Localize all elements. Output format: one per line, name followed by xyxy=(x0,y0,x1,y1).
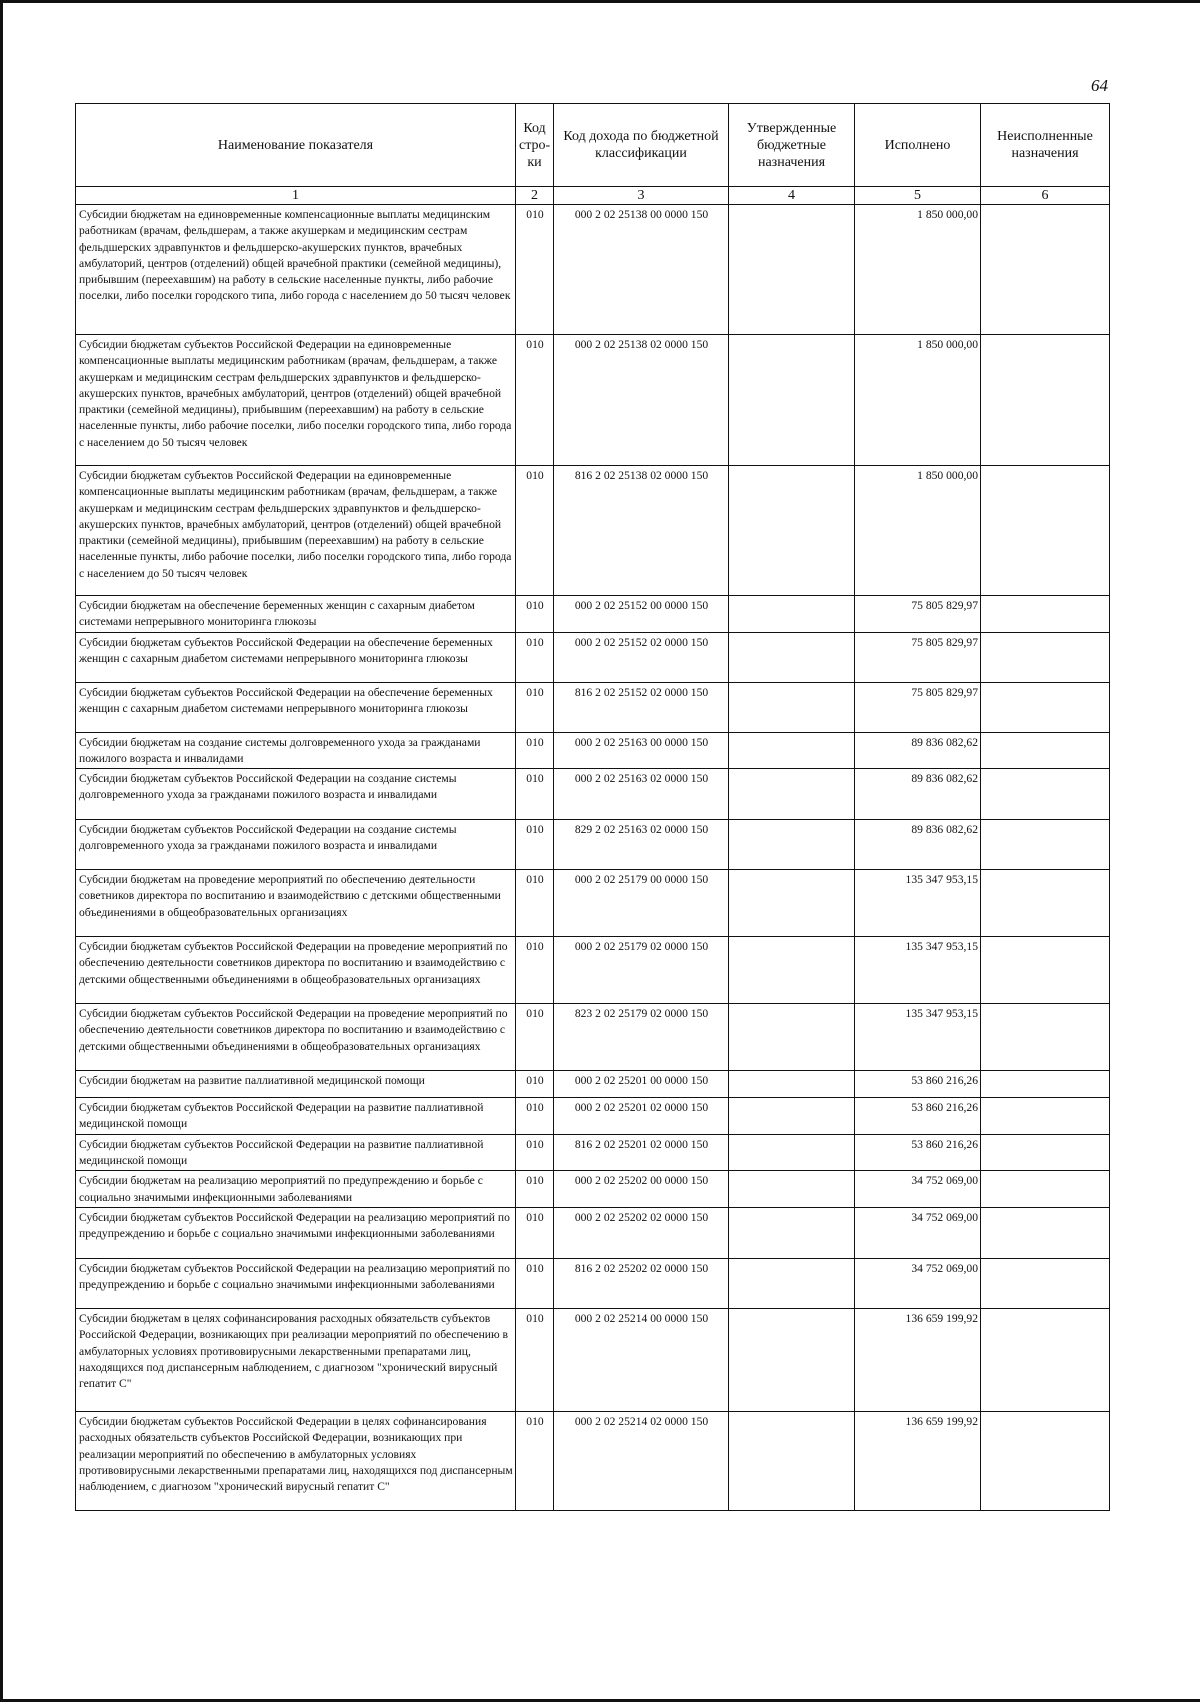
row-executed-amount: 34 752 069,00 xyxy=(855,1207,981,1258)
row-line-code: 010 xyxy=(516,1207,554,1258)
row-executed-amount: 75 805 829,97 xyxy=(855,596,981,633)
row-executed-amount: 34 752 069,00 xyxy=(855,1258,981,1308)
row-revenue-code: 823 2 02 25179 02 0000 150 xyxy=(554,1004,729,1071)
row-approved-amount xyxy=(729,820,855,870)
row-unexecuted-amount xyxy=(981,1207,1110,1258)
table-row xyxy=(76,1071,1110,1098)
row-revenue-code: 000 2 02 25163 00 0000 150 xyxy=(554,732,729,769)
row-revenue-code: 000 2 02 25152 00 0000 150 xyxy=(554,596,729,633)
table-row xyxy=(76,596,1110,633)
row-revenue-code: 000 2 02 25201 02 0000 150 xyxy=(554,1098,729,1135)
row-approved-amount xyxy=(729,1171,855,1208)
row-line-code: 010 xyxy=(516,1411,554,1510)
header-line-code: Код стро- ки xyxy=(516,104,554,187)
row-unexecuted-amount xyxy=(981,1071,1110,1098)
row-unexecuted-amount xyxy=(981,205,1110,335)
column-number: 1 xyxy=(76,187,516,205)
row-line-code: 010 xyxy=(516,870,554,937)
row-indicator-name: Субсидии бюджетам субъектов Российской Федерации на развитие паллиативной медицинской помощи xyxy=(76,1098,516,1135)
row-executed-amount: 89 836 082,62 xyxy=(855,820,981,870)
scan-border-left xyxy=(0,0,3,1702)
row-approved-amount xyxy=(729,632,855,682)
row-unexecuted-amount xyxy=(981,335,1110,466)
row-line-code: 010 xyxy=(516,732,554,769)
table-row xyxy=(76,732,1110,769)
table-row xyxy=(76,769,1110,820)
row-indicator-name: Субсидии бюджетам субъектов Российской Федерации на обеспечение беременных женщин с сахарным диабетом системами непрерывного мониторинга глюкозы xyxy=(76,632,516,682)
row-indicator-name: Субсидии бюджетам на проведение мероприятий по обеспечению деятельности советников директора по воспитанию и взаимодействию с детскими общественными объединениями в общеобразовательных организациях xyxy=(76,870,516,937)
row-executed-amount: 136 659 199,92 xyxy=(855,1411,981,1510)
row-unexecuted-amount xyxy=(981,820,1110,870)
row-revenue-code: 000 2 02 25201 00 0000 150 xyxy=(554,1071,729,1098)
row-line-code: 010 xyxy=(516,466,554,596)
row-line-code: 010 xyxy=(516,205,554,335)
row-unexecuted-amount xyxy=(981,1411,1110,1510)
page-number: 64 xyxy=(1091,76,1108,95)
row-executed-amount: 75 805 829,97 xyxy=(855,682,981,732)
row-line-code: 010 xyxy=(516,1004,554,1071)
scan-border-top xyxy=(0,0,1200,3)
row-line-code: 010 xyxy=(516,596,554,633)
row-approved-amount xyxy=(729,1134,855,1171)
row-unexecuted-amount xyxy=(981,596,1110,633)
row-indicator-name: Субсидии бюджетам субъектов Российской Федерации на реализацию мероприятий по предупреждению и борьбе с социально значимыми инфекционными заболеваниями xyxy=(76,1258,516,1308)
row-approved-amount xyxy=(729,769,855,820)
table-row xyxy=(76,682,1110,732)
row-indicator-name: Субсидии бюджетам субъектов Российской Федерации на единовременные компенсационные выплаты медицинским работникам (врачам, фельдшерам, а также акушеркам и медицинским сестрам фельдшерских здравпунктов и фельдшерско-акушерских пунктов, врачебных амбулаторий, центров (отделений) общей врачебной практики (семейной медицины), прибывшим (переехавшим) на работу в сельские населенные пункты, либо рабочие поселки, либо поселки городского типа, либо города с населением до 50 тысяч человек xyxy=(76,335,516,466)
column-number: 3 xyxy=(554,187,729,205)
row-executed-amount: 53 860 216,26 xyxy=(855,1071,981,1098)
row-executed-amount: 34 752 069,00 xyxy=(855,1171,981,1208)
row-unexecuted-amount xyxy=(981,870,1110,937)
header-approved: Утвержденные бюджетные назначения xyxy=(729,104,855,187)
column-number-row xyxy=(76,187,1110,205)
row-indicator-name: Субсидии бюджетам субъектов Российской Федерации на проведение мероприятий по обеспечению деятельности советников директора по воспитанию и взаимодействию с детскими общественными объединениями в общеобразовательных организациях xyxy=(76,937,516,1004)
budget-revenue-table xyxy=(75,103,1110,1511)
table-row xyxy=(76,1171,1110,1208)
table-row xyxy=(76,466,1110,596)
column-number: 6 xyxy=(981,187,1110,205)
row-indicator-name: Субсидии бюджетам на единовременные компенсационные выплаты медицинским работникам (врачам, фельдшерам, а также акушеркам и медицинским сестрам фельдшерских здравпунктов и фельдшерско-акушерских пунктов, врачебных амбулаторий, центров (отделений) общей врачебной практики (семейной медицины), прибывшим (переехавшим) на работу в сельские населенные пункты, либо рабочие поселки, либо поселки городского типа, либо города с населением до 50 тысяч человек xyxy=(76,205,516,335)
row-unexecuted-amount xyxy=(981,466,1110,596)
row-line-code: 010 xyxy=(516,820,554,870)
row-line-code: 010 xyxy=(516,632,554,682)
row-revenue-code: 816 2 02 25202 02 0000 150 xyxy=(554,1258,729,1308)
row-line-code: 010 xyxy=(516,937,554,1004)
row-revenue-code: 816 2 02 25201 02 0000 150 xyxy=(554,1134,729,1171)
row-unexecuted-amount xyxy=(981,1004,1110,1071)
row-indicator-name: Субсидии бюджетам субъектов Российской Федерации на обеспечение беременных женщин с сахарным диабетом системами непрерывного мониторинга глюкозы xyxy=(76,682,516,732)
table-row xyxy=(76,820,1110,870)
row-revenue-code: 000 2 02 25214 02 0000 150 xyxy=(554,1411,729,1510)
row-revenue-code: 816 2 02 25138 02 0000 150 xyxy=(554,466,729,596)
row-approved-amount xyxy=(729,870,855,937)
header-unexecuted: Неисполненные назначения xyxy=(981,104,1110,187)
table-row xyxy=(76,1411,1110,1510)
table-body xyxy=(76,205,1110,1511)
row-revenue-code: 000 2 02 25138 00 0000 150 xyxy=(554,205,729,335)
row-indicator-name: Субсидии бюджетам на развитие паллиативной медицинской помощи xyxy=(76,1071,516,1098)
row-approved-amount xyxy=(729,205,855,335)
row-indicator-name: Субсидии бюджетам субъектов Российской Федерации на реализацию мероприятий по предупреждению и борьбе с социально значимыми инфекционными заболеваниями xyxy=(76,1207,516,1258)
row-approved-amount xyxy=(729,1258,855,1308)
row-indicator-name: Субсидии бюджетам в целях софинансирования расходных обязательств субъектов Российской Федерации, возникающих при реализации мероприятий по обеспечению в амбулаторных условиях противовирусными лекарственными препаратами лиц, находящихся под диспансерным наблюдением, с диагнозом "хронический вирусный гепатит С" xyxy=(76,1308,516,1411)
row-approved-amount xyxy=(729,1071,855,1098)
row-indicator-name: Субсидии бюджетам субъектов Российской Федерации на проведение мероприятий по обеспечению деятельности советников директора по воспитанию и взаимодействию с детскими общественными объединениями в общеобразовательных организациях xyxy=(76,1004,516,1071)
row-line-code: 010 xyxy=(516,1171,554,1208)
row-revenue-code: 000 2 02 25138 02 0000 150 xyxy=(554,335,729,466)
row-revenue-code: 829 2 02 25163 02 0000 150 xyxy=(554,820,729,870)
row-approved-amount xyxy=(729,1411,855,1510)
column-number: 2 xyxy=(516,187,554,205)
row-executed-amount: 89 836 082,62 xyxy=(855,769,981,820)
row-line-code: 010 xyxy=(516,335,554,466)
row-executed-amount: 1 850 000,00 xyxy=(855,205,981,335)
row-indicator-name: Субсидии бюджетам субъектов Российской Федерации на создание системы долговременного ухода за гражданами пожилого возраста и инвалидами xyxy=(76,820,516,870)
row-line-code: 010 xyxy=(516,769,554,820)
row-executed-amount: 135 347 953,15 xyxy=(855,937,981,1004)
row-revenue-code: 816 2 02 25152 02 0000 150 xyxy=(554,682,729,732)
header-revenue-code: Код дохода по бюджетной классификации xyxy=(554,104,729,187)
row-unexecuted-amount xyxy=(981,732,1110,769)
row-indicator-name: Субсидии бюджетам на реализацию мероприятий по предупреждению и борьбе с социально значимыми инфекционными заболеваниями xyxy=(76,1171,516,1208)
row-indicator-name: Субсидии бюджетам на обеспечение беременных женщин с сахарным диабетом системами непрерывного мониторинга глюкозы xyxy=(76,596,516,633)
row-approved-amount xyxy=(729,1308,855,1411)
row-approved-amount xyxy=(729,937,855,1004)
row-unexecuted-amount xyxy=(981,769,1110,820)
row-indicator-name: Субсидии бюджетам субъектов Российской Федерации в целях софинансирования расходных обязательств субъектов Российской Федерации, возникающих при реализации мероприятий по обеспечению в амбулаторных условиях противовирусными лекарственными препаратами лиц, находящихся под диспансерным наблюдением, с диагнозом "хронический вирусный гепатит С" xyxy=(76,1411,516,1510)
row-unexecuted-amount xyxy=(981,1134,1110,1171)
row-revenue-code: 000 2 02 25179 02 0000 150 xyxy=(554,937,729,1004)
table-row xyxy=(76,937,1110,1004)
table-row xyxy=(76,1308,1110,1411)
table-row xyxy=(76,870,1110,937)
row-unexecuted-amount xyxy=(981,1098,1110,1135)
row-indicator-name: Субсидии бюджетам на создание системы долговременного ухода за гражданами пожилого возраста и инвалидами xyxy=(76,732,516,769)
header-executed: Исполнено xyxy=(855,104,981,187)
row-approved-amount xyxy=(729,1207,855,1258)
row-line-code: 010 xyxy=(516,1071,554,1098)
row-revenue-code: 000 2 02 25152 02 0000 150 xyxy=(554,632,729,682)
row-revenue-code: 000 2 02 25202 02 0000 150 xyxy=(554,1207,729,1258)
row-executed-amount: 1 850 000,00 xyxy=(855,335,981,466)
row-unexecuted-amount xyxy=(981,1258,1110,1308)
row-executed-amount: 1 850 000,00 xyxy=(855,466,981,596)
row-line-code: 010 xyxy=(516,1308,554,1411)
row-executed-amount: 136 659 199,92 xyxy=(855,1308,981,1411)
row-line-code: 010 xyxy=(516,1258,554,1308)
row-revenue-code: 000 2 02 25214 00 0000 150 xyxy=(554,1308,729,1411)
row-line-code: 010 xyxy=(516,1098,554,1135)
row-approved-amount xyxy=(729,682,855,732)
row-approved-amount xyxy=(729,1004,855,1071)
row-revenue-code: 000 2 02 25202 00 0000 150 xyxy=(554,1171,729,1208)
row-executed-amount: 135 347 953,15 xyxy=(855,870,981,937)
row-executed-amount: 135 347 953,15 xyxy=(855,1004,981,1071)
row-executed-amount: 75 805 829,97 xyxy=(855,632,981,682)
table-row xyxy=(76,205,1110,335)
row-executed-amount: 53 860 216,26 xyxy=(855,1134,981,1171)
row-unexecuted-amount xyxy=(981,632,1110,682)
row-approved-amount xyxy=(729,596,855,633)
row-revenue-code: 000 2 02 25163 02 0000 150 xyxy=(554,769,729,820)
table-row xyxy=(76,1134,1110,1171)
row-approved-amount xyxy=(729,335,855,466)
row-executed-amount: 89 836 082,62 xyxy=(855,732,981,769)
column-number: 5 xyxy=(855,187,981,205)
table-row xyxy=(76,1207,1110,1258)
row-revenue-code: 000 2 02 25179 00 0000 150 xyxy=(554,870,729,937)
table-header-row xyxy=(76,104,1110,187)
row-line-code: 010 xyxy=(516,682,554,732)
table-row xyxy=(76,1258,1110,1308)
row-indicator-name: Субсидии бюджетам субъектов Российской Федерации на единовременные компенсационные выплаты медицинским работникам (врачам, фельдшерам, а также акушеркам и медицинским сестрам фельдшерских здравпунктов и фельдшерско-акушерских пунктов, врачебных амбулаторий, центров (отделений) общей врачебной практики (семейной медицины), прибывшим (переехавшим) на работу в сельские населенные пункты, либо рабочие поселки, либо поселки городского типа, либо города с населением до 50 тысяч человек xyxy=(76,466,516,596)
header-indicator-name: Наименование показателя xyxy=(76,104,516,187)
row-indicator-name: Субсидии бюджетам субъектов Российской Федерации на развитие паллиативной медицинской помощи xyxy=(76,1134,516,1171)
row-unexecuted-amount xyxy=(981,1308,1110,1411)
table-row xyxy=(76,335,1110,466)
row-indicator-name: Субсидии бюджетам субъектов Российской Федерации на создание системы долговременного ухода за гражданами пожилого возраста и инвалидами xyxy=(76,769,516,820)
row-unexecuted-amount xyxy=(981,682,1110,732)
table-row xyxy=(76,632,1110,682)
row-approved-amount xyxy=(729,732,855,769)
row-unexecuted-amount xyxy=(981,937,1110,1004)
row-approved-amount xyxy=(729,1098,855,1135)
row-executed-amount: 53 860 216,26 xyxy=(855,1098,981,1135)
table-row xyxy=(76,1004,1110,1071)
row-unexecuted-amount xyxy=(981,1171,1110,1208)
column-number: 4 xyxy=(729,187,855,205)
row-line-code: 010 xyxy=(516,1134,554,1171)
row-approved-amount xyxy=(729,466,855,596)
table-row xyxy=(76,1098,1110,1135)
